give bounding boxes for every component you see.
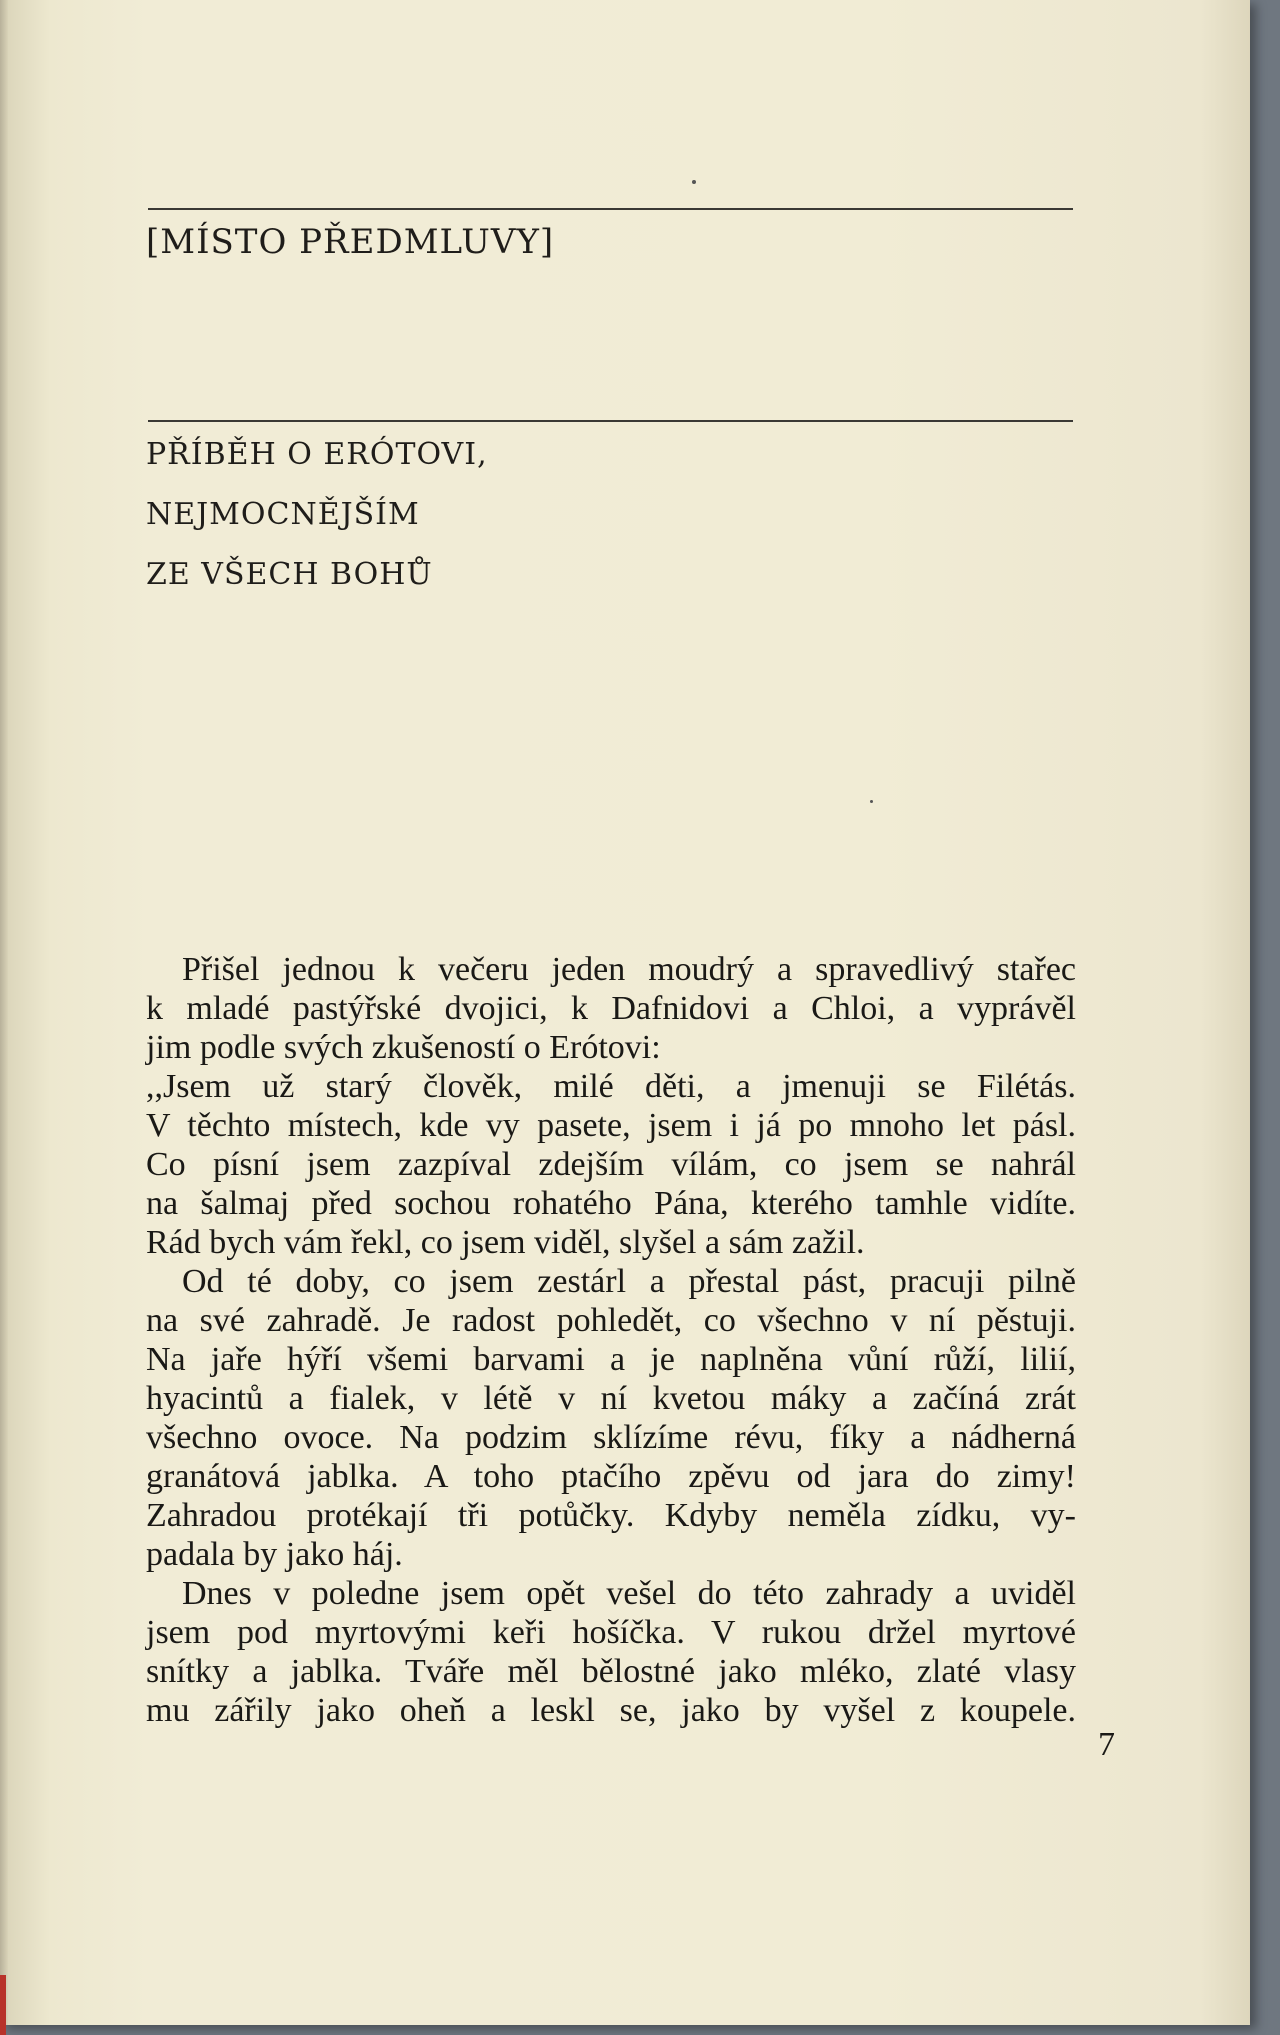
paper-speck [870,800,873,803]
story-title-line-1: PŘÍBĚH O ERÓTOVI, [146,437,488,472]
body-line: jim podle svých zkušeností o Erótovi: [146,1029,661,1066]
body-line: Zahradou protékají tři potůčky. Kdyby neměla zídku, vy- [146,1497,1076,1534]
page-number: 7 [1098,1726,1115,1763]
top-rule [148,208,1073,210]
story-title-line-3: ZE VŠECH BOHŮ [146,557,433,592]
body-line: Na jaře hýří všemi barvami a je naplněna vůní růží, lilií, [146,1341,1076,1378]
body-line: k mladé pastýřské dvojici, k Dafnidovi a Chloi, a vyprávěl [146,990,1076,1027]
body-line: ,,Jsem už starý člověk, milé děti, a jmenuji se Filétás. [146,1068,1076,1105]
body-line: všechno ovoce. Na podzim sklízíme révu, fíky a nádherná [146,1419,1076,1456]
body-line: Co písní jsem zazpíval zdejším vílám, co jsem se nahrál [146,1146,1076,1183]
body-line: mu zářily jako oheň a leskl se, jako by vyšel z koupele. [146,1692,1076,1729]
story-title-line-2: NEJMOCNĚJŠÍM [146,497,420,532]
body-line: hyacintů a fialek, v létě v ní kvetou máky a začíná zrát [146,1380,1076,1417]
body-line: jsem pod myrtovými keři hošíčka. V rukou držel myrtové [146,1614,1076,1651]
body-line: V těchto místech, kde vy pasete, jsem i já po mnoho let pásl. [146,1107,1076,1144]
body-line: Od té doby, co jsem zestárl a přestal pást, pracuji pilně [182,1263,1076,1300]
title-rule [148,420,1073,422]
body-text [146,950,1076,1730]
paper-speck [692,180,696,184]
section-title: [MÍSTO PŘEDMLUVY] [146,222,555,262]
body-line: Rád bych vám řekl, co jsem viděl, slyšel a sám zažil. [146,1224,865,1261]
red-cover-edge [0,1975,6,2035]
body-line: snítky a jablka. Tváře měl bělostné jako mléko, zlaté vlasy [146,1653,1076,1690]
body-line: na šalmaj před sochou rohatého Pána, kterého tamhle vidíte. [146,1185,1076,1222]
page-spine-edge [0,0,8,2025]
body-line: padala by jako háj. [146,1536,403,1573]
body-line: granátová jablka. A toho ptačího zpěvu od jara do zimy! [146,1458,1076,1495]
body-line: na své zahradě. Je radost pohledět, co všechno v ní pěstuji. [146,1302,1076,1339]
body-line: Dnes v poledne jsem opět vešel do této zahrady a uviděl [182,1575,1076,1612]
body-line: Přišel jednou k večeru jeden moudrý a spravedlivý stařec [182,951,1076,988]
